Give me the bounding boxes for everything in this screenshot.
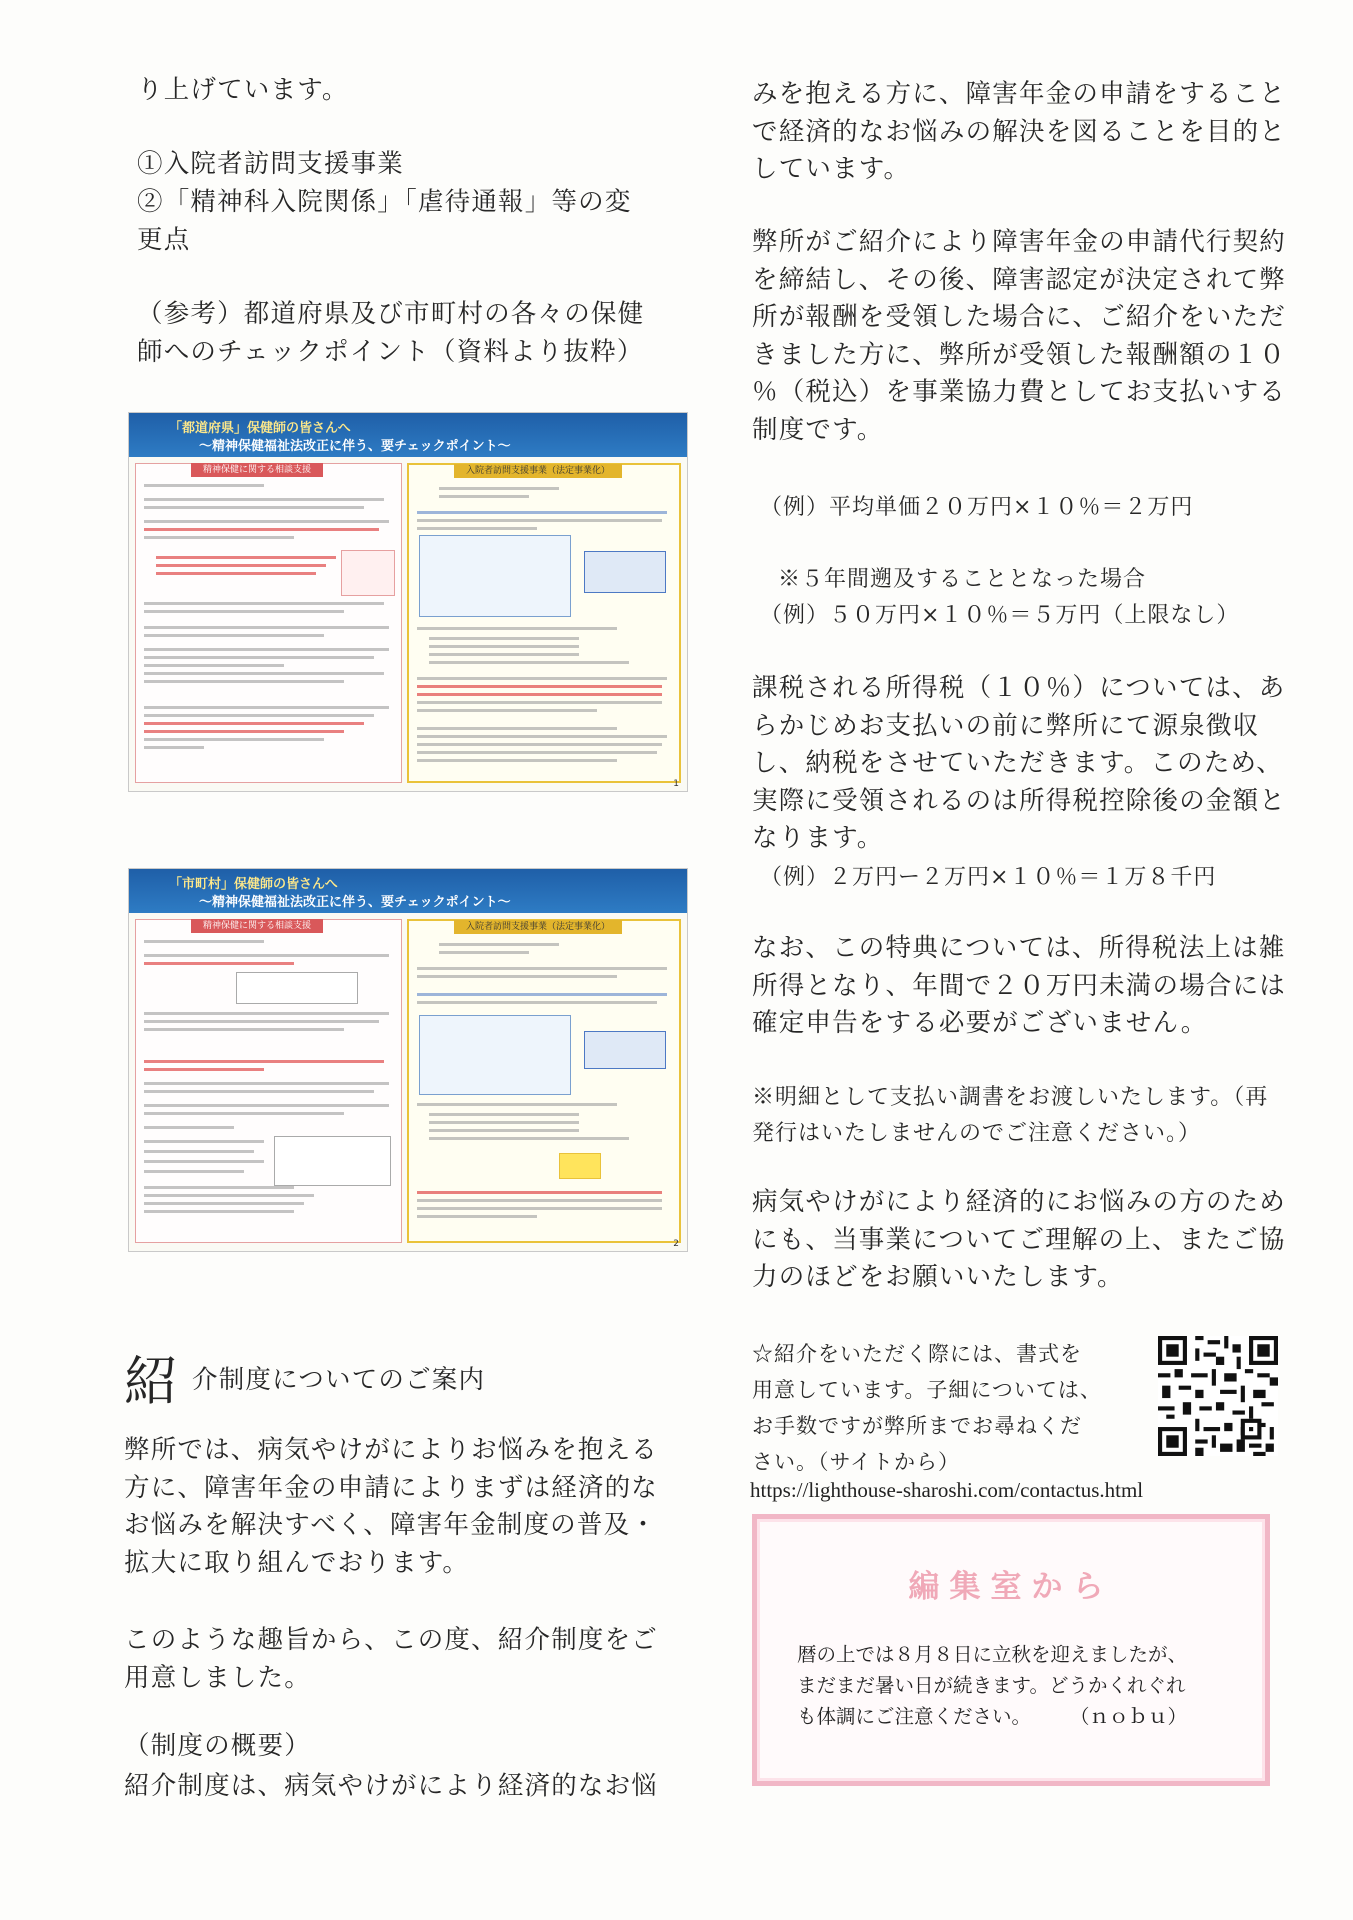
system-description: 弊所がご紹介により障害年金の申請代行契約 を締結し、その後、障害認定が決定されて弊 所が報酬を受領した場合に、ご紹介をいただ きました方に、弊所が受領した報酬額の１０ ％（税込）を事業協力費としてお支払いする 制度です。 <box>752 227 1287 445</box>
editorial-title: 編集室から <box>908 1569 1114 1605</box>
flyer-header <box>129 869 687 913</box>
flyer-subtitle: ～精神保健福祉法改正に伴う、要チェックポイント～ <box>199 895 511 910</box>
flyer-left-pane-title: 精神保健に関する相談支援 <box>191 463 323 477</box>
overview-continued: みを抱える方に、障害年金の申請をすること で経済的なお悩みの解決を図ることを目的と しています。 <box>752 79 1287 184</box>
flyer-header <box>129 413 687 457</box>
flyer-left-pane-title: 精神保健に関する相談支援 <box>191 919 323 933</box>
flyer-left-pane <box>135 463 402 783</box>
flyer-right-pane-title: 入院者訪問支援事業（法定事業化） <box>454 920 622 934</box>
section-heading-initial: 紹 <box>124 1350 178 1413</box>
flyer-left-pane <box>135 919 402 1243</box>
purpose-paragraph: このような趣旨から、この度、紹介制度をご 用意しました。 <box>124 1625 659 1693</box>
misc-income-paragraph: なお、この特典については、所得税法上は雑 所得となり、年間で２０万円未満の場合には 確定申告をする必要がございません。 <box>752 933 1287 1038</box>
flyer-page-number: 1 <box>673 779 679 789</box>
reference-text: （参考）都道府県及び市町村の各々の保健 師へのチェックポイント（資料より抜粋） <box>137 299 645 367</box>
contact-url-link[interactable]: https://lighthouse-sharoshi.com/contactus.html <box>750 1478 1144 1502</box>
example-3: （例）２万円ー２万円×１０％＝１万８千円 <box>760 865 1217 890</box>
closing-paragraph: 病気やけがにより経済的にお悩みの方のため にも、当事業についてご理解の上、またご協 力のほどをお願いいたします。 <box>752 1187 1287 1292</box>
flyer-prefecture-image <box>128 412 688 792</box>
flyer-title: 「市町村」保健師の皆さんへ <box>169 877 338 892</box>
flyer-page-number: 2 <box>673 1239 679 1249</box>
flyer-right-pane <box>407 919 681 1243</box>
section-heading: 介制度についてのご案内 <box>192 1365 486 1395</box>
flyer-right-pane <box>407 463 681 783</box>
editorial-box <box>752 1514 1270 1786</box>
overview-start: 紹介制度は、病気やけがにより経済的なお悩 <box>124 1771 659 1801</box>
qr-code-icon[interactable] <box>1158 1336 1278 1456</box>
statement-note: ※明細として支払い調書をお渡しいたします。（再 発行はいたしませんのでご注意ください。） <box>752 1085 1269 1146</box>
example-1: （例）平均単価２０万円×１０％＝２万円 <box>760 495 1194 520</box>
flyer-title: 「都道府県」保健師の皆さんへ <box>169 421 351 436</box>
editorial-body: 暦の上では８月８日に立秋を迎えましたが、 まだまだ暑い日が続きます。どうかくれぐれ も体調にご注意ください。 （ｎｏｂｕ） <box>797 1643 1188 1728</box>
intro-paragraph: 弊所では、病気やけがによりお悩みを抱える 方に、障害年金の申請によりまずは経済的な お悩みを解決すべく、障害年金制度の普及・ 拡大に取り組んでおります。 <box>124 1435 659 1578</box>
intro-end-text: り上げています。 <box>137 75 349 105</box>
flyer-municipality-image <box>128 868 688 1252</box>
list-item-1: ①入院者訪問支援事業 <box>137 149 405 179</box>
referral-note: ☆紹介をいただく際には、書式を 用意しています。子細については、 お手数ですが弊所までお尋ねくだ さい。（サイトから） <box>752 1342 1102 1474</box>
example-2: （例）５０万円×１０％＝５万円（上限なし） <box>760 603 1240 628</box>
overview-label: （制度の概要） <box>124 1731 311 1761</box>
flyer-right-pane-title: 入院者訪問支援事業（法定事業化） <box>454 464 622 478</box>
tax-paragraph: 課税される所得税（１０％）については、あ らかじめお支払いの前に弊所にて源泉徴収 し、納税をさせていただきます。このため、 実際に受領されるのは所得税控除後の金額と なります。 <box>752 673 1287 853</box>
note-5-year: ※５年間遡及することとなった場合 <box>778 567 1147 592</box>
flyer-subtitle: ～精神保健福祉法改正に伴う、要チェックポイント～ <box>199 439 511 454</box>
list-item-2: ②「精神科入院関係」「虐待通報」等の変 更点 <box>137 187 632 255</box>
